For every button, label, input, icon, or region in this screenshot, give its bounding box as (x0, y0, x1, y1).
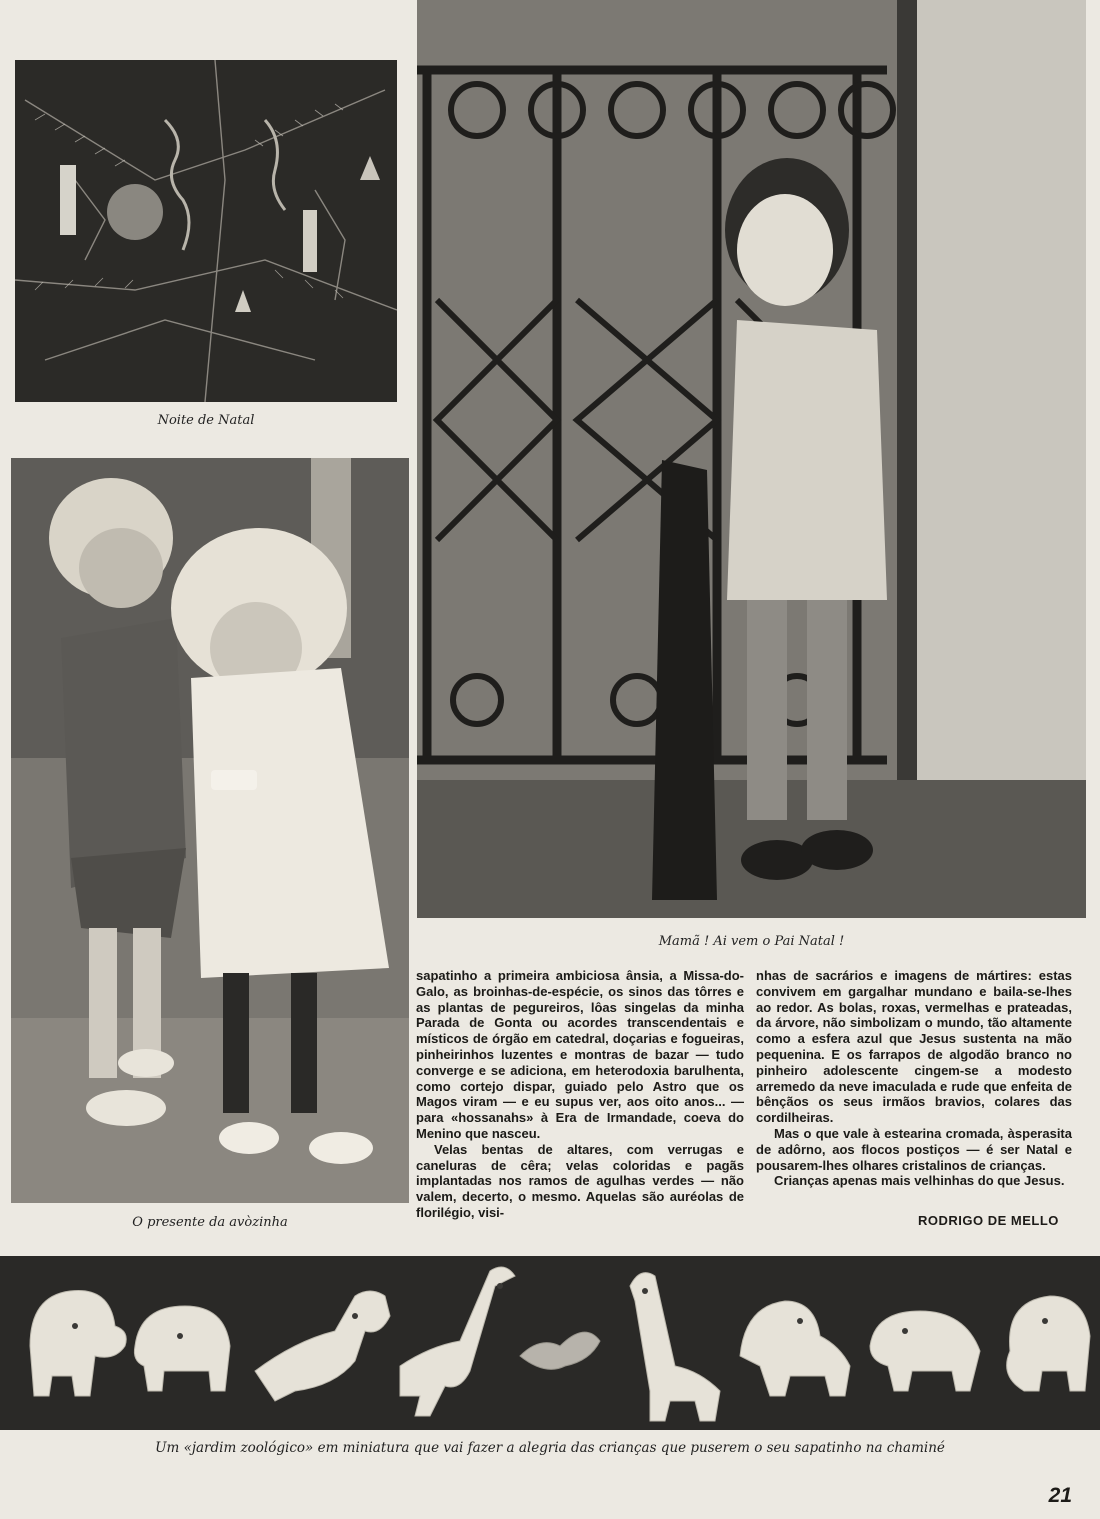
article-author: RODRIGO DE MELLO (918, 1213, 1059, 1228)
caption-zoo: Um «jardim zoológico» em miniatura que vai fazer a alegria das crianças que puserem o seu sapatinho na chaminé (155, 1440, 945, 1456)
caption-children: O presente da avòzinha (132, 1215, 288, 1230)
article-paragraph: Mas o que vale à estearina cromada, àsperasita de adôrno, aos flocos postiços — é ser Natal e pousarem-lhes olhares cristalinos de crianças. (756, 1125, 1072, 1173)
cookie-animals-photo (0, 1256, 1100, 1430)
child-at-balcony-photo (417, 0, 1086, 918)
article-paragraph: sapatinho a primeira ambiciosa ânsia, a Missa-do-Galo, as broinhas-de-espécie, os sinos das tôrres e as plantas de pegureiros, lôas singelas da minha Parada de Gonta ou acordes transcendentais e místicos de órgão em catedral, doçarias e fogueiras, pinheirinhos luzentes e montras de bazar — tudo converge e se adiciona, em heterodoxia barulhenta, como cortejo dispar, guiado pelo Astro que os Magos viram — e eu supus ver, aos oito anos... — para «hossanahs» à Era de Irmandade, coeva do Menino que nasceu. (416, 968, 744, 1141)
christmas-tree-photo (15, 60, 397, 402)
two-children-photo (11, 458, 409, 1203)
article-column-2 (756, 968, 1072, 1189)
article-paragraph: nhas de sacrários e imagens de mártires: estas convivem em gargalhar mundano e baila-se-lhes ao redor. As bolas, roxas, vermelhas e prateadas, da árvore, não simbolizam o mundo, tão altamente como a esfera azul que Jesus sustenta na mão pequenina. E os farrapos de algodão branco no pinheiro adolescente cingem-se a modesto arremedo da neve imaculada e rude que enfeita de bênçãos os seus irmãos bravios, colares das cordilheiras. (756, 968, 1072, 1126)
article-paragraph: Crianças apenas mais velhinhas do que Jesus. (774, 1173, 1065, 1189)
page-number: 21 (1048, 1484, 1072, 1507)
caption-christmas-tree: Noite de Natal (157, 413, 255, 428)
article-paragraph: Velas bentas de altares, com verrugas e caneluras de cêra; velas coloridas e pagãs implantadas nos ramos de agulhas verdes — não valem, decerto, o mesmo. Aquelas são auréolas de florilégio, visi- (416, 1141, 744, 1220)
article-column-1 (416, 968, 744, 1221)
caption-balcony: Mamã ! Ai vem o Pai Natal ! (658, 934, 845, 949)
